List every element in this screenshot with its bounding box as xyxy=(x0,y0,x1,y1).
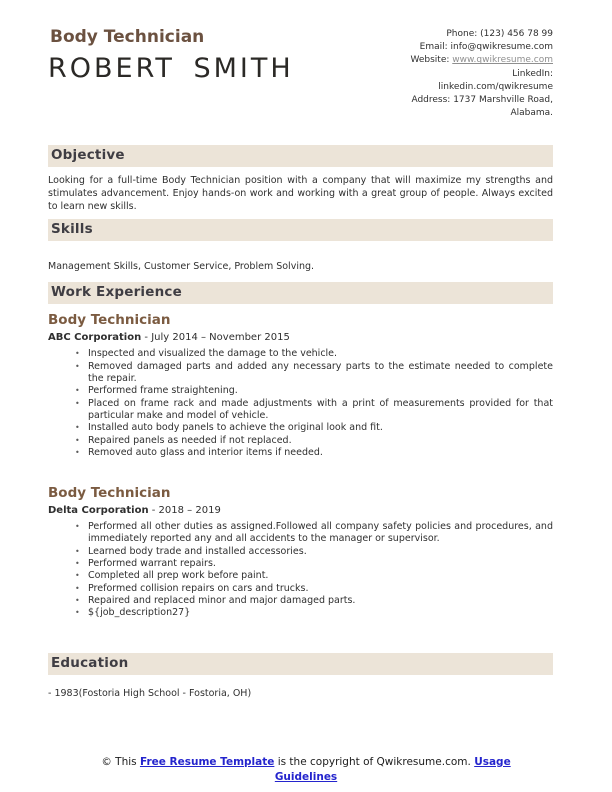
job-entry-2 xyxy=(48,485,553,619)
job-bullet: • Placed on frame rack and made adjustments with a print of measurements provided for that particular make and model of vehicle. xyxy=(48,398,553,423)
section-heading-education: Education xyxy=(48,653,553,675)
footer-middle: is the copyright of Qwikresume.com. xyxy=(274,756,475,768)
contact-linkedin-label: LinkedIn: xyxy=(512,68,553,79)
footer xyxy=(0,755,612,785)
job-bullet: • Performed frame straightening. xyxy=(48,385,553,397)
job-bullet: • Performed warrant repairs. xyxy=(48,558,553,570)
job-bullet: • Completed all prep work before paint. xyxy=(48,570,553,582)
header-left xyxy=(48,26,294,120)
contact-address-line2: Alabama. xyxy=(510,108,553,119)
job-bullet: • Repaired panels as needed if not replaced. xyxy=(48,435,553,447)
job-bullet: • Removed damaged parts and added any necessary parts to the estimate needed to complete the repair. xyxy=(48,361,553,386)
objective-text: Looking for a full-time Body Technician position with a company that will maximize my strengths and stimulates advancement. Enjoy hands-on work and working with a great group of people. Always excited to learn new skills. xyxy=(48,175,553,213)
job-bullet: • Installed auto body panels to achieve the original look and fit. xyxy=(48,422,553,434)
job-bullet: • Repaired and replaced minor and major damaged parts. xyxy=(48,595,553,607)
skills-text: Management Skills, Customer Service, Problem Solving. xyxy=(48,261,315,273)
job-bullet: • Inspected and visualized the damage to the vehicle. xyxy=(48,348,553,360)
job-bullet: • ${job_description27} xyxy=(48,607,553,619)
section-heading-objective: Objective xyxy=(48,145,553,167)
job-bullet: • Learned body trade and installed accessories. xyxy=(48,546,553,558)
contact-phone: Phone: (123) 456 78 99 xyxy=(446,29,553,39)
candidate-name: ROBERT SMITH xyxy=(48,53,294,84)
job-title: Body Technician xyxy=(48,485,171,502)
job-bullet: • Removed auto glass and interior items if needed. xyxy=(48,447,553,459)
job-title: Body Technician xyxy=(48,312,171,329)
job-bullet-list xyxy=(48,521,553,619)
job-company: Delta Corporation xyxy=(48,505,149,517)
contact-address-line1: Address: 1737 Marshville Road, xyxy=(411,95,553,106)
contact-block xyxy=(410,26,553,120)
education-text: - 1983(Fostoria High School - Fostoria, OH) xyxy=(48,688,252,700)
website-label: Website: xyxy=(410,55,453,66)
section-heading-skills: Skills xyxy=(48,219,553,241)
job-entry-1 xyxy=(48,312,553,459)
footer-prefix: © This xyxy=(101,756,140,768)
job-company: ABC Corporation xyxy=(48,332,142,344)
website-link[interactable]: www.qwikresume.com xyxy=(452,55,553,66)
job-bullet: • Performed all other duties as assigned.Followed all company safety policies and procedures, and immediately reported any and all accidents to the manager or supervisor. xyxy=(48,521,553,546)
section-heading-work-experience: Work Experience xyxy=(48,282,553,304)
job-bullet-list xyxy=(48,348,553,459)
header xyxy=(48,26,553,120)
job-company-line xyxy=(48,332,553,343)
job-company-line xyxy=(48,505,553,516)
contact-linkedin-value: linkedin.com/qwikresume xyxy=(438,81,553,92)
contact-website xyxy=(410,54,553,67)
job-dates: - July 2014 – November 2015 xyxy=(144,332,290,344)
free-resume-template-link[interactable]: Free Resume Template xyxy=(139,756,275,768)
job-bullet: • Preformed collision repairs on cars and trucks. xyxy=(48,583,553,595)
usage-guidelines-link[interactable]: Usage Guidelines xyxy=(274,756,511,783)
resume-role-title: Body Technician xyxy=(50,27,205,47)
footer-copyright xyxy=(86,755,526,785)
job-dates: - 2018 – 2019 xyxy=(151,505,221,517)
contact-email: Email: info@qwikresume.com xyxy=(419,42,553,53)
